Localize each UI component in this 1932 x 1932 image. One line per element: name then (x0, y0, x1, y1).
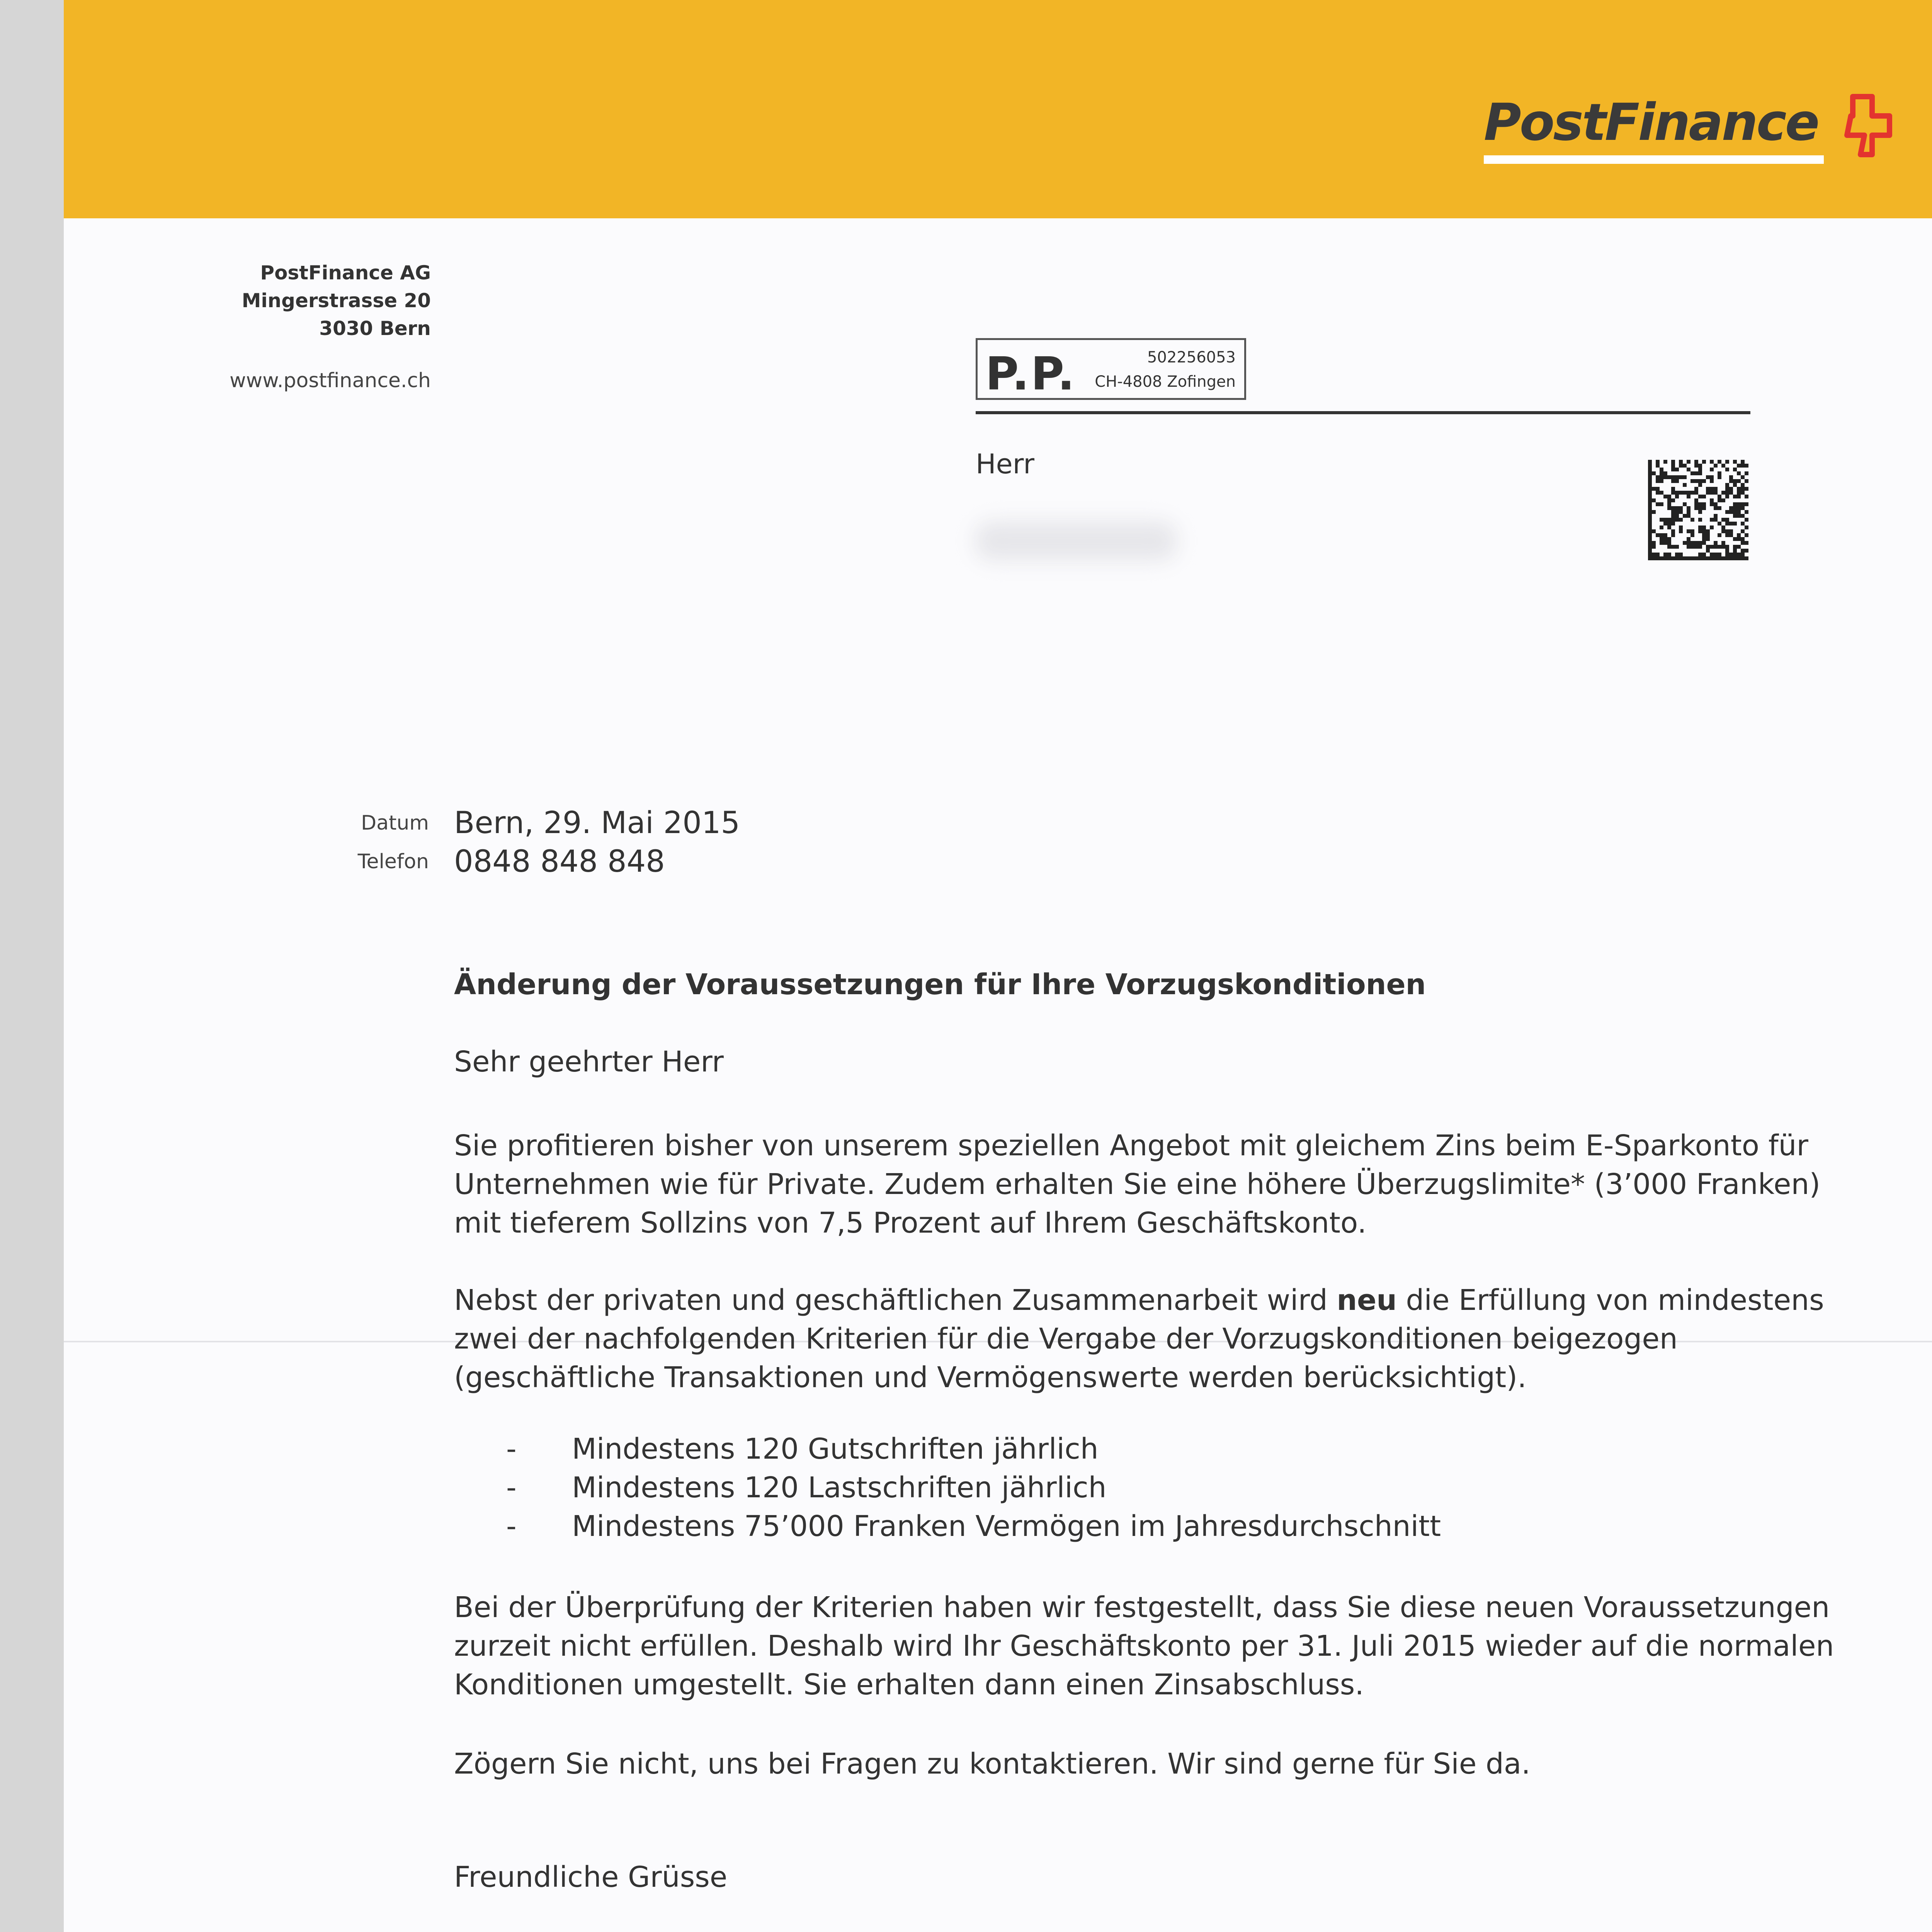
list-item: - Mindestens 120 Lastschriften jährlich (506, 1468, 1441, 1507)
swiss-cross-icon (1832, 93, 1893, 170)
paragraph-contact: Zögern Sie nicht, uns bei Fragen zu kontaktieren. Wir sind gerne für Sie da. (454, 1747, 1531, 1781)
criteria-list (506, 1430, 1441, 1546)
date-label: Datum (361, 811, 429, 835)
datamatrix-code-icon (1648, 460, 1748, 560)
logo-wordmark: PostFinance (1484, 93, 1818, 152)
closing-phrase: Freundliche Grüsse (454, 1861, 728, 1894)
recipient-salutation: Herr (976, 448, 1035, 480)
sender-city: 3030 Bern (319, 317, 431, 340)
postage-label: P.P. (985, 347, 1077, 400)
postage-place: CH-4808 Zofingen (1095, 373, 1236, 391)
criteria-text-after: die Erfüllung von mindestens zwei der nachfolgenden Kriterien für die Vergabe der Vorzugskonditionen beigezogen (geschäftliche Transaktionen und Vermögenswerte werden berücksichtigt). (454, 1284, 1824, 1394)
sender-website-link[interactable]: www.postfinance.ch (230, 369, 431, 392)
list-item-text: Mindestens 75’000 Franken Vermögen im Jahresdurchschnitt (572, 1510, 1441, 1543)
postage-paid-box (976, 338, 1246, 400)
recipient-name-redacted (976, 522, 1177, 560)
postfinance-logo (1484, 93, 1893, 170)
sender-street: Mingerstrasse 20 (242, 289, 431, 312)
date-value: Bern, 29. Mai 2015 (454, 806, 740, 840)
scan-edge-shadow (0, 0, 64, 1932)
paragraph-offer: Sie profitieren bisher von unserem speziellen Angebot mit gleichem Zins beim E-Sparkonto für Unternehmen wie für Private. Zudem erhalten Sie eine höhere Überzugslimite* (3’000 Franken) mit tieferem Sollzins von 7,5 Prozent auf Ihrem Geschäftskonto. (454, 1129, 1821, 1240)
list-item-text: Mindestens 120 Gutschriften jährlich (572, 1432, 1099, 1466)
criteria-text-bold: neu (1337, 1284, 1397, 1317)
paragraph-review: Bei der Überprüfung der Kriterien haben wir festgestellt, dass Sie diese neuen Voraussetzungen zurzeit nicht erfüllen. Deshalb wird Ihr Geschäftskonto per 31. Juli 2015 wieder auf die normalen Konditionen umgestellt. Sie erhalten dann einen Zinsabschluss. (454, 1591, 1834, 1701)
paragraph-criteria (454, 1281, 1857, 1397)
sender-address (242, 259, 431, 342)
address-divider (976, 411, 1750, 414)
list-item: - Mindestens 120 Gutschriften jährlich (506, 1430, 1441, 1468)
phone-value: 0848 848 848 (454, 844, 665, 879)
sender-company: PostFinance AG (260, 262, 431, 284)
letter-subject: Änderung der Voraussetzungen für Ihre Vorzugskonditionen (454, 968, 1426, 1001)
postage-number: 502256053 (1147, 349, 1236, 366)
list-item: - Mindestens 75’000 Franken Vermögen im Jahresdurchschnitt (506, 1507, 1441, 1546)
criteria-text-before: Nebst der privaten und geschäftlichen Zusammenarbeit wird (454, 1284, 1337, 1317)
list-item-text: Mindestens 120 Lastschriften jährlich (572, 1471, 1107, 1504)
logo-underline (1484, 155, 1824, 164)
phone-label: Telefon (357, 850, 429, 873)
letter-greeting: Sehr geehrter Herr (454, 1045, 724, 1078)
